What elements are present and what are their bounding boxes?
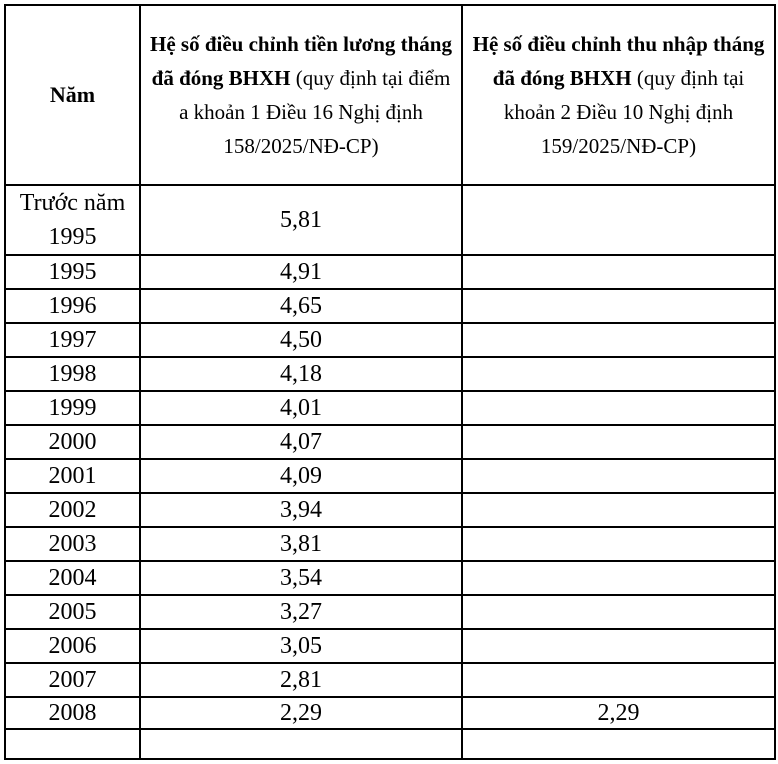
table-row [5,527,775,561]
table-row [5,663,775,697]
header-year [5,5,140,185]
year-cell: 2001 [5,459,140,493]
salary-coefficient-cell: 3,05 [140,629,462,663]
income-coefficient-cell [462,493,775,527]
year-cell: 2000 [5,425,140,459]
income-coefficient-cell: 2,29 [462,697,775,729]
salary-coefficient-cell: 3,94 [140,493,462,527]
header-income-bold-text: Hệ số điều chỉnh thu nhập tháng đã đóng BHXH [472,32,765,90]
income-coefficient-cell [462,561,775,595]
coefficient-table [4,4,776,760]
table-row [5,289,775,323]
table-row [5,629,775,663]
income-coefficient-cell [462,425,775,459]
salary-coefficient-cell: 4,50 [140,323,462,357]
year-cell: 1997 [5,323,140,357]
header-year-label: Năm [49,82,96,107]
year-cell: 1998 [5,357,140,391]
income-coefficient-cell [462,289,775,323]
year-cell: 2002 [5,493,140,527]
salary-coefficient-cell: 4,01 [140,391,462,425]
income-coefficient-cell [462,629,775,663]
salary-coefficient-cell: 4,09 [140,459,462,493]
table-row [5,697,775,729]
income-coefficient-cell [462,357,775,391]
table-row [5,185,775,255]
income-coefficient-cell [462,729,775,759]
year-cell: Trước năm 1995 [5,185,140,255]
table-row [5,561,775,595]
salary-coefficient-cell: 3,81 [140,527,462,561]
income-coefficient-cell [462,459,775,493]
header-salary-note-text: (quy định tại điểm a khoản 1 Điều 16 Nghị định 158/2025/NĐ-CP) [179,66,451,158]
year-cell: 1995 [5,255,140,289]
salary-coefficient-cell: 2,81 [140,663,462,697]
income-coefficient-cell [462,595,775,629]
year-cell: 1999 [5,391,140,425]
year-cell [5,729,140,759]
header-income-coefficient [462,5,775,185]
salary-coefficient-cell: 3,54 [140,561,462,595]
table-row [5,493,775,527]
table-row [5,357,775,391]
table-row [5,459,775,493]
income-coefficient-cell [462,527,775,561]
year-cell: 2007 [5,663,140,697]
table-row [5,391,775,425]
income-coefficient-cell [462,255,775,289]
header-row [5,5,775,185]
salary-coefficient-cell: 4,07 [140,425,462,459]
header-salary-coefficient [140,5,462,185]
year-cell: 2006 [5,629,140,663]
table-row-cutoff [5,729,775,759]
salary-coefficient-cell: 5,81 [140,185,462,255]
salary-coefficient-cell: 3,27 [140,595,462,629]
year-cell: 1996 [5,289,140,323]
table-row [5,595,775,629]
table-row [5,323,775,357]
income-coefficient-cell [462,391,775,425]
salary-coefficient-cell: 4,65 [140,289,462,323]
income-coefficient-cell [462,663,775,697]
table-row [5,425,775,459]
year-cell: 2003 [5,527,140,561]
header-salary-bold-text: Hệ số điều chỉnh tiền lương tháng đã đóng BHXH [150,32,452,90]
year-cell: 2004 [5,561,140,595]
year-cell: 2008 [5,697,140,729]
table-row [5,255,775,289]
salary-coefficient-cell: 4,91 [140,255,462,289]
header-income-note-text: (quy định tại khoản 2 Điều 10 Nghị định 159/2025/NĐ-CP) [503,66,745,158]
salary-coefficient-cell [140,729,462,759]
salary-coefficient-cell: 4,18 [140,357,462,391]
year-cell: 2005 [5,595,140,629]
income-coefficient-cell [462,185,775,255]
income-coefficient-cell [462,323,775,357]
salary-coefficient-cell: 2,29 [140,697,462,729]
